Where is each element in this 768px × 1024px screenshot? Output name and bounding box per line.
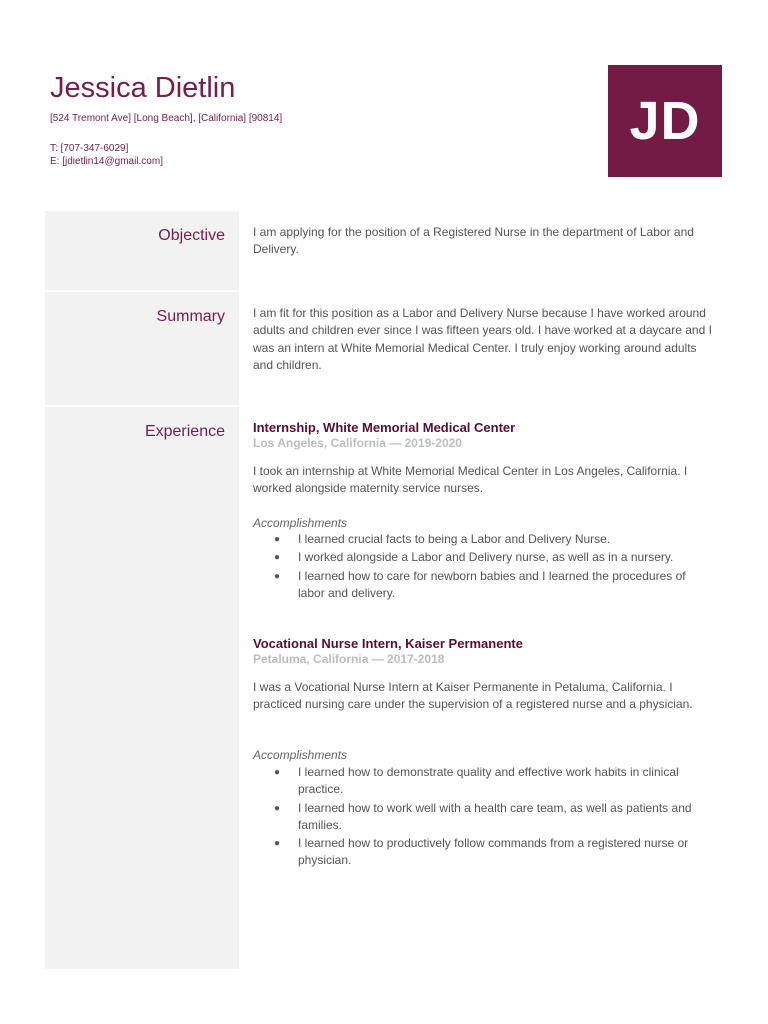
accomplishments-label: Accomplishments bbox=[253, 748, 348, 762]
summary-heading: Summary bbox=[156, 308, 225, 325]
objective-heading: Objective bbox=[158, 227, 225, 244]
list-item bbox=[253, 764, 713, 799]
list-item bbox=[253, 568, 713, 603]
monogram-badge: JD bbox=[608, 65, 722, 177]
list-item bbox=[253, 531, 713, 548]
bullet-icon: ● bbox=[274, 767, 281, 778]
accomplishments-label: Accomplishments bbox=[253, 516, 348, 530]
experience-heading: Experience bbox=[144, 423, 225, 440]
email-address: E: [jdietlin14@gmail.com] bbox=[50, 156, 163, 167]
bullet-icon: ● bbox=[274, 838, 281, 850]
list-item bbox=[253, 835, 713, 870]
phone-number: T: [707-347-6029] bbox=[50, 143, 129, 154]
list-item-text: I learned how to care for newborn babies and I learned the procedures of labor and delivery. bbox=[298, 568, 686, 600]
job-location-dates: Los Angeles, California — 2019-2020 bbox=[253, 436, 462, 450]
accomplishments-list bbox=[253, 764, 713, 871]
list-item-text: I learned how to productively follow commands from a registered nurse or physician. bbox=[298, 836, 689, 868]
list-item-text: I learned how to work well with a health care team, as well as patients and families. bbox=[298, 800, 692, 832]
job-title: Internship, White Memorial Medical Center bbox=[253, 420, 516, 435]
list-item-text: I learned how to demonstrate quality and effective work habits in clinical practice. bbox=[298, 765, 679, 797]
bullet-icon: ● bbox=[274, 802, 281, 814]
candidate-name: Jessica Dietlin bbox=[50, 72, 236, 104]
job-description: I was a Vocational Nurse Intern at Kaiser Permanente in Petaluma, California. I practiced nursing care under the supervision of a registered nurse and a physician. bbox=[253, 680, 693, 712]
section-divider bbox=[45, 290, 239, 292]
list-item bbox=[253, 549, 713, 566]
list-item-text: I worked alongside a Labor and Delivery nurse, as well as in a nursery. bbox=[298, 550, 674, 565]
bullet-icon: ● bbox=[274, 552, 281, 564]
list-item-text: I learned crucial facts to being a Labor and Delivery Nurse. bbox=[298, 532, 611, 546]
job-title: Vocational Nurse Intern, Kaiser Permanente bbox=[253, 636, 523, 651]
accomplishments-list bbox=[253, 531, 713, 603]
list-item bbox=[253, 800, 713, 835]
bullet-icon: ● bbox=[274, 534, 281, 545]
job-description: I took an internship at White Memorial Medical Center in Los Angeles, California. I worked alongside maternity service nurses. bbox=[253, 464, 688, 496]
bullet-icon: ● bbox=[274, 570, 281, 582]
summary-text: I am fit for this position as a Labor and Delivery Nurse because I have worked around adults and children ever since I was fifteen years old. I have worked at a daycare and I was an intern at White Memorial Medical Center. I truly enjoy working around adults and children. bbox=[253, 306, 712, 372]
objective-text: I am applying for the position of a Registered Nurse in the department of Labor and Delivery. bbox=[253, 225, 694, 257]
job-location-dates: Petaluma, California — 2017-2018 bbox=[253, 652, 445, 666]
section-divider bbox=[45, 405, 239, 407]
address: [524 Tremont Ave] [Long Beach], [California] [90814] bbox=[50, 113, 283, 124]
